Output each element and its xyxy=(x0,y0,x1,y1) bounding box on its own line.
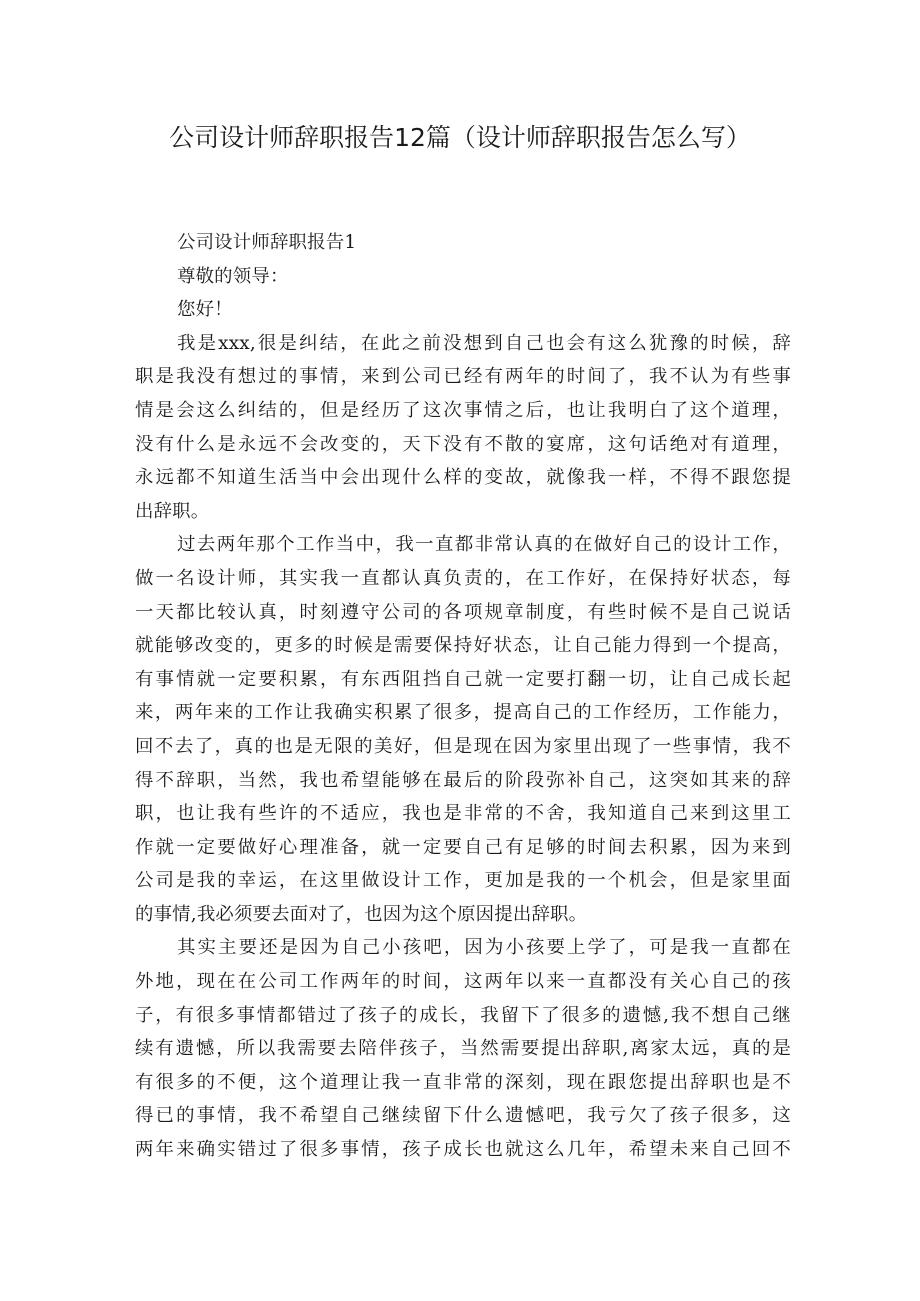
paragraph-line: 续有遗憾，所以我需要去陪伴孩子，当然需要提出辞职,离家太远，真的是 xyxy=(135,1038,791,1060)
paragraph-line: 外地，现在在公司工作两年的时间，这两年以来一直都没有关心自己的孩 xyxy=(135,971,791,993)
greeting: 您好！ xyxy=(177,299,233,321)
paragraph-line: 职是我没有想过的事情，来到公司已经有两年的时间了，我不认为有些事 xyxy=(135,366,791,388)
paragraph-line: 有很多的不便，这个道理让我一直非常的深刻，现在跟您提出辞职也是不 xyxy=(135,1071,791,1093)
paragraph-line: 两年来确实错过了很多事情，孩子成长也就这么几年，希望未来自己回不 xyxy=(135,1139,791,1161)
document-body xyxy=(135,226,791,1167)
paragraph-line: 得不辞职，当然，我也希望能够在最后的阶段弥补自己，这突如其来的辞 xyxy=(135,769,791,791)
paragraph-line: 就能够改变的，更多的时候是需要保持好状态，让自己能力得到一个提高， xyxy=(135,635,791,657)
paragraph-line: 过去两年那个工作当中，我一直都非常认真的在做好自己的设计工作， xyxy=(177,534,791,556)
section-heading: 公司设计师辞职报告1 xyxy=(177,232,357,253)
paragraph-1 xyxy=(135,327,791,529)
paragraph-line: 做一名设计师，其实我一直都认真负责的，在工作好，在保持好状态，每 xyxy=(135,567,791,589)
paragraph-3 xyxy=(135,931,791,1166)
paragraph-line: 回不去了，真的也是无限的美好，但是现在因为家里出现了一些事情，我不 xyxy=(135,735,791,757)
document-title: 公司设计师辞职报告12篇（设计师辞职报告怎么写） xyxy=(169,123,751,152)
paragraph-line: 永远都不知道生活当中会出现什么样的变故，就像我一样，不得不跟您提 xyxy=(135,467,791,489)
paragraph-line: 得已的事情，我不希望自己继续留下什么遗憾吧，我亏欠了孩子很多，这 xyxy=(135,1105,791,1127)
paragraph-line: 情是会这么纠结的，但是经历了这次事情之后，也让我明白了这个道理， xyxy=(135,399,791,421)
paragraph-2 xyxy=(135,528,791,931)
paragraph-line: 出辞职。 xyxy=(135,500,210,522)
paragraph-line: 作就一定要做好心理准备，就一定要自己有足够的时间去积累，因为来到 xyxy=(135,836,791,858)
paragraph-line: 我是xxx,很是纠结，在此之前没想到自己也会有这么犹豫的时候，辞 xyxy=(177,332,791,354)
paragraph-line: 的事情,我必须要去面对了，也因为这个原因提出辞职。 xyxy=(135,903,588,925)
salutation: 尊敬的领导： xyxy=(177,265,289,287)
paragraph-line: 一天都比较认真，时刻遵守公司的各项规章制度，有些时候不是自己说话 xyxy=(135,601,791,623)
paragraph-line: 子，有很多事情都错过了孩子的成长，我留下了很多的遗憾,我不想自己继 xyxy=(135,1004,791,1026)
paragraph-line: 其实主要还是因为自己小孩吧，因为小孩要上学了，可是我一直都在 xyxy=(177,937,791,959)
paragraph-line: 公司是我的幸运，在这里做设计工作，更加是我的一个机会，但是家里面 xyxy=(135,870,791,892)
paragraph-line: 没有什么是永远不会改变的，天下没有不散的宴席，这句话绝对有道理， xyxy=(135,433,791,455)
paragraph-line: 来，两年来的工作让我确实积累了很多，提高自己的工作经历，工作能力， xyxy=(135,702,791,724)
paragraph-line: 有事情就一定要积累，有东西阻挡自己就一定要打翻一切，让自己成长起 xyxy=(135,668,791,690)
paragraph-line: 职，也让我有些许的不适应，我也是非常的不舍，我知道自己来到这里工 xyxy=(135,803,791,825)
